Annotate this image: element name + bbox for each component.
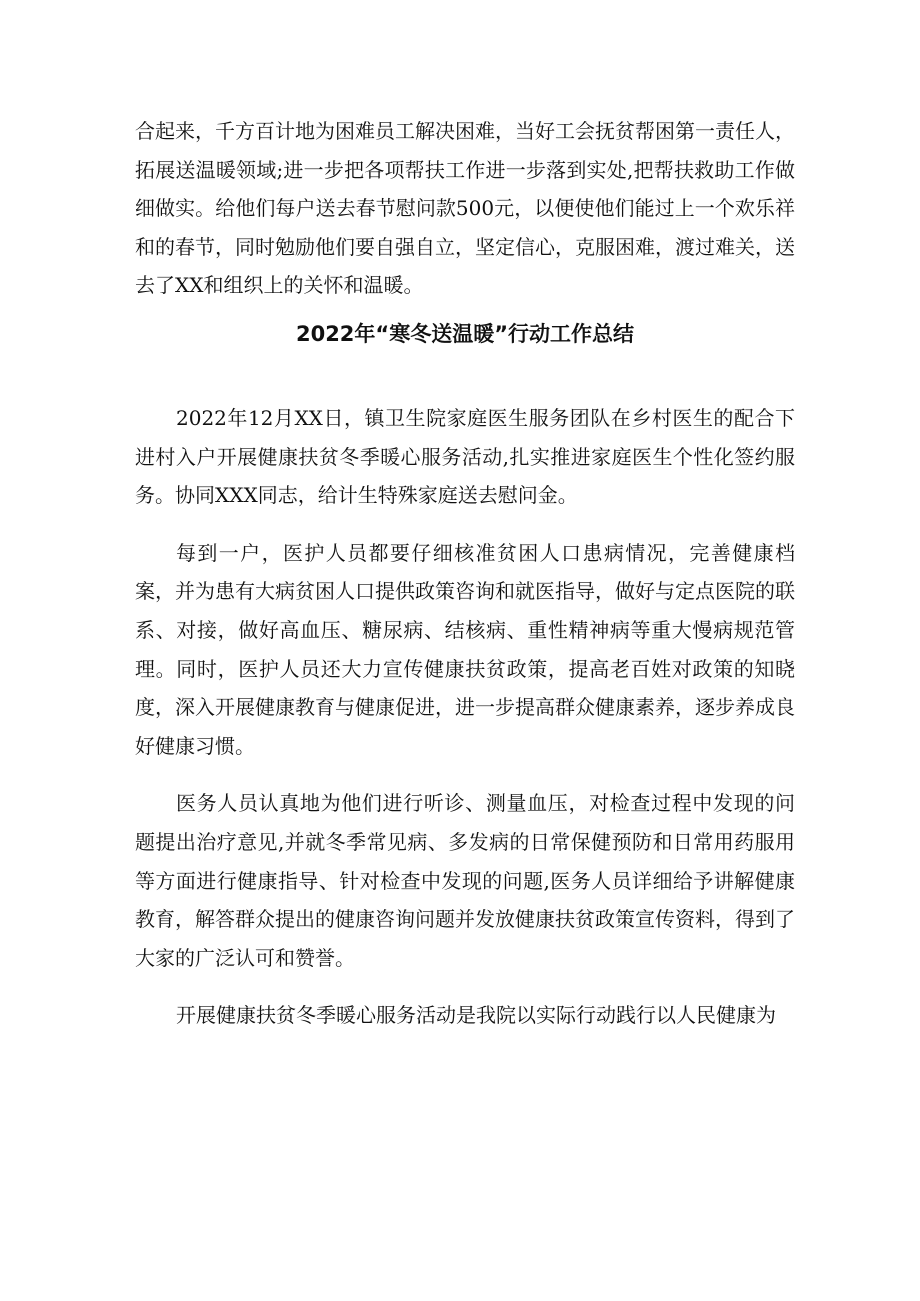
body-paragraph-4: 开展健康扶贫冬季暖心服务活动是我院以实际行动践行以人民健康为 xyxy=(176,1003,776,1028)
document-title: 2022年“寒冬送温暖”行动工作总结 xyxy=(295,321,635,346)
document-body xyxy=(135,112,795,1035)
body-paragraph-2: 每到一户，医护人员都要仔细核准贫困人口患病情况，完善健康档案，并为患有大病贫困人口提供政策咨询和就医指导，做好与定点医院的联系、对接，做好高血压、糖尿病、结核病、重性精神病等重大慢病规范管理。同时，医护人员还大力宣传健康扶贫政策，提高老百姓对政策的知晓度，深入开展健康教育与健康促进，进一步提高群众健康素养，逐步养成良好健康习惯。 xyxy=(135,540,795,758)
lead-paragraph: 合起来，千方百计地为困难员工解决困难，当好工会抚贫帮困第一责任人，拓展送温暖领域;进一步把各项帮扶工作进一步落到实处,把帮扶救助工作做细做实。给他们每户送去春节慰问款500元，以便使他们能过上一个欢乐祥和的春节，同时勉励他们要自强自立，坚定信心，克服困难，渡过难关，送去了XX和组织上的关怀和温暖。 xyxy=(135,119,795,298)
body-paragraph-1: 2022年12月XX日，镇卫生院家庭医生服务团队在乡村医生的配合下进村入户开展健康扶贫冬季暖心服务活动,扎实推进家庭医生个性化签约服务。协同XXX同志，给计生特殊家庭送去慰问金。 xyxy=(135,405,795,508)
body-paragraph-3: 医务人员认真地为他们进行听诊、测量血压，对检查过程中发现的问题提出治疗意见,并就冬季常见病、多发病的日常保健预防和日常用药服用等方面进行健康指导、针对检查中发现的问题,医务人员详细给予讲解健康教育，解答群众提出的健康咨询问题并发放健康扶贫政策宣传资料，得到了大家的广泛认可和赞誉。 xyxy=(135,791,795,970)
